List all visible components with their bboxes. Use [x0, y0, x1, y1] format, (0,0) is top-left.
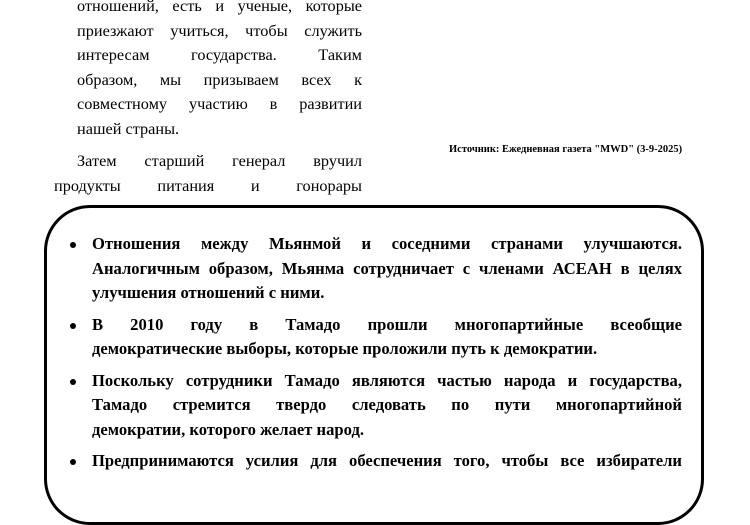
text-line: совместному участию в развитии: [77, 94, 362, 113]
article-paragraph: [54, 0, 362, 141]
text-line: демократии, которого желает народ.: [92, 419, 365, 439]
bullet-dot-icon: [70, 242, 76, 248]
text-line: отношений, есть и ученые, которые: [77, 0, 362, 15]
source-citation: Источник: Ежедневная газета "MWD" (3-9-2025): [449, 144, 683, 155]
text-line: демократические выборы, которые проложили путь к демократии.: [92, 339, 598, 358]
text-line: нашей страны.: [77, 118, 180, 138]
article-paragraph: [54, 149, 362, 198]
text-line: В 2010 году в Тамадо прошли многопартийные всеобщие: [92, 314, 682, 334]
text-line: Поскольку сотрудники Тамадо являются частью народа и государства,: [92, 370, 682, 390]
bullet-dot-icon: [70, 323, 76, 329]
text-line: приезжают учиться, чтобы служить: [77, 20, 362, 40]
bullet-item: [92, 449, 682, 474]
text-line: Предпринимаются усилия для обеспечения того, чтобы все избиратели: [92, 451, 682, 470]
text-line: Отношения между Мьянмой и соседними странами улучшаются.: [92, 234, 682, 253]
text-line: образом, мы призываем всех к: [77, 69, 362, 89]
text-line: интересам государства. Таким: [77, 45, 362, 64]
text-line: Аналогичным образом, Мьянма сотрудничает с членами АСЕАН в целях: [92, 258, 682, 278]
text-line: Затем старший генерал вручил: [77, 151, 362, 170]
text-line: Тамадо стремится твердо следовать по пути многопартийной: [92, 395, 682, 414]
bullet-item: [92, 232, 682, 306]
text-line: улучшения отношений с ними.: [92, 283, 325, 302]
article-column: [54, 0, 362, 198]
bullet-item: [92, 313, 682, 362]
text-line: продукты питания и гонорары: [54, 175, 362, 195]
summary-bullet-list: [92, 232, 682, 481]
bullet-item: [92, 369, 682, 443]
bullet-dot-icon: [70, 379, 76, 385]
